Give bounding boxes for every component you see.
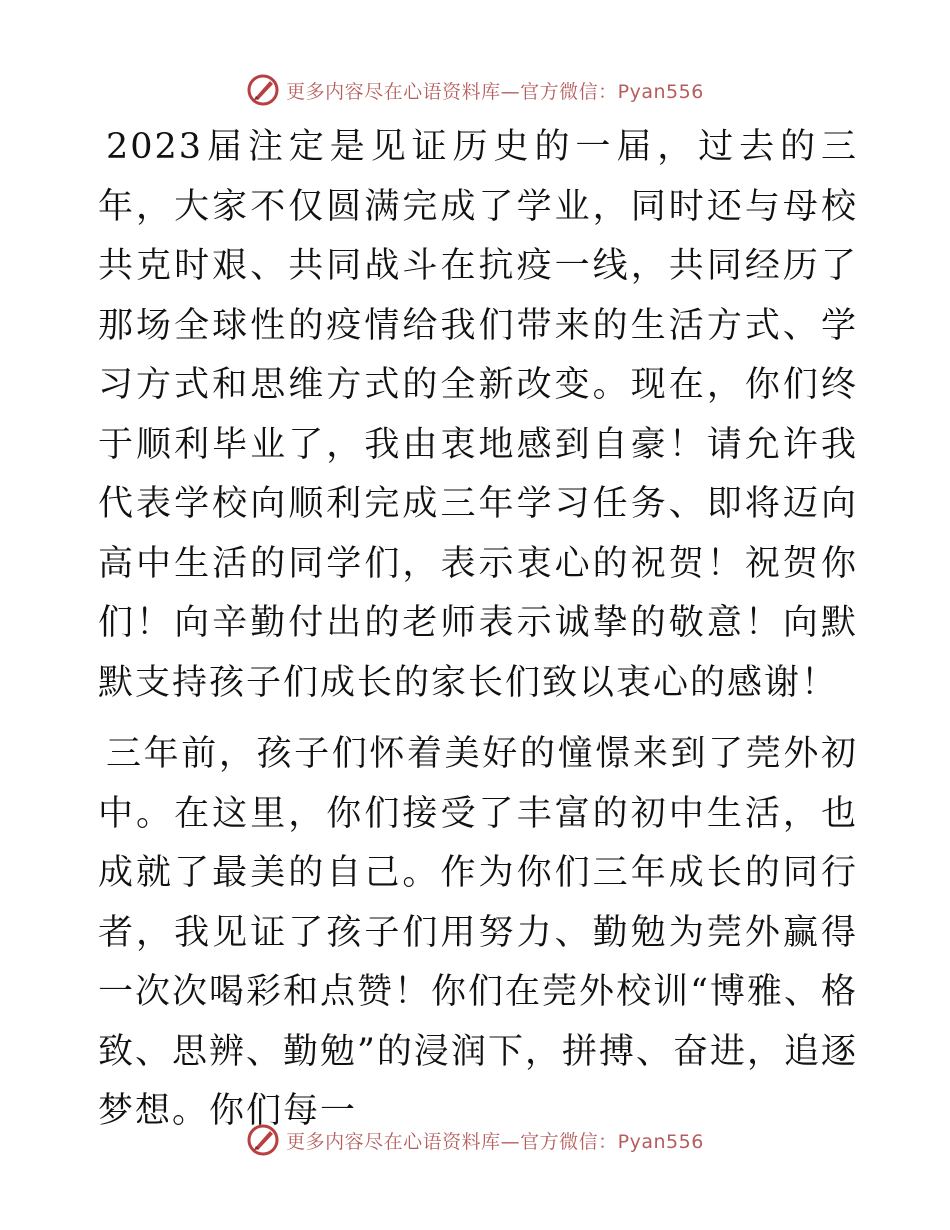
document-body — [98, 118, 858, 1142]
watermark-text: 更多内容尽在心语资料库—官方微信：Pyan556 — [286, 80, 704, 103]
paragraph-2: 三年前，孩子们怀着美好的憧憬来到了莞外初中。在这里，你们接受了丰富的初中生活，也成就了最美的自己。作为你们三年成长的同行者，我见证了孩子们用努力、勤勉为莞外赢得一次次喝彩和点赞！你们在莞外校训“博雅、格致、思辨、勤勉”的浸润下，拼搏、奋进，追逐梦想。你们每一 — [98, 734, 858, 1131]
footer-watermark — [0, 1118, 950, 1162]
quill-pen-icon — [246, 1123, 280, 1157]
quill-pen-icon — [246, 73, 280, 107]
header-watermark — [0, 68, 950, 112]
watermark-text: 更多内容尽在心语资料库—官方微信：Pyan556 — [286, 1130, 704, 1153]
paragraph-1: 2023届注定是见证历史的一届，过去的三年，大家不仅圆满完成了学业，同时还与母校共克时艰、共同战斗在抗疫一线，共同经历了那场全球性的疫情给我们带来的生活方式、学习方式和思维方式的全新改变。现在，你们终于顺利毕业了，我由衷地感到自豪！请允许我代表学校向顺利完成三年学习任务、即将迈向高中生活的同学们，表示衷心的祝贺！祝贺你们！向辛勤付出的老师表示诚挚的敬意！向默默支持孩子们成长的家长们致以衷心的感谢！ — [98, 127, 858, 703]
